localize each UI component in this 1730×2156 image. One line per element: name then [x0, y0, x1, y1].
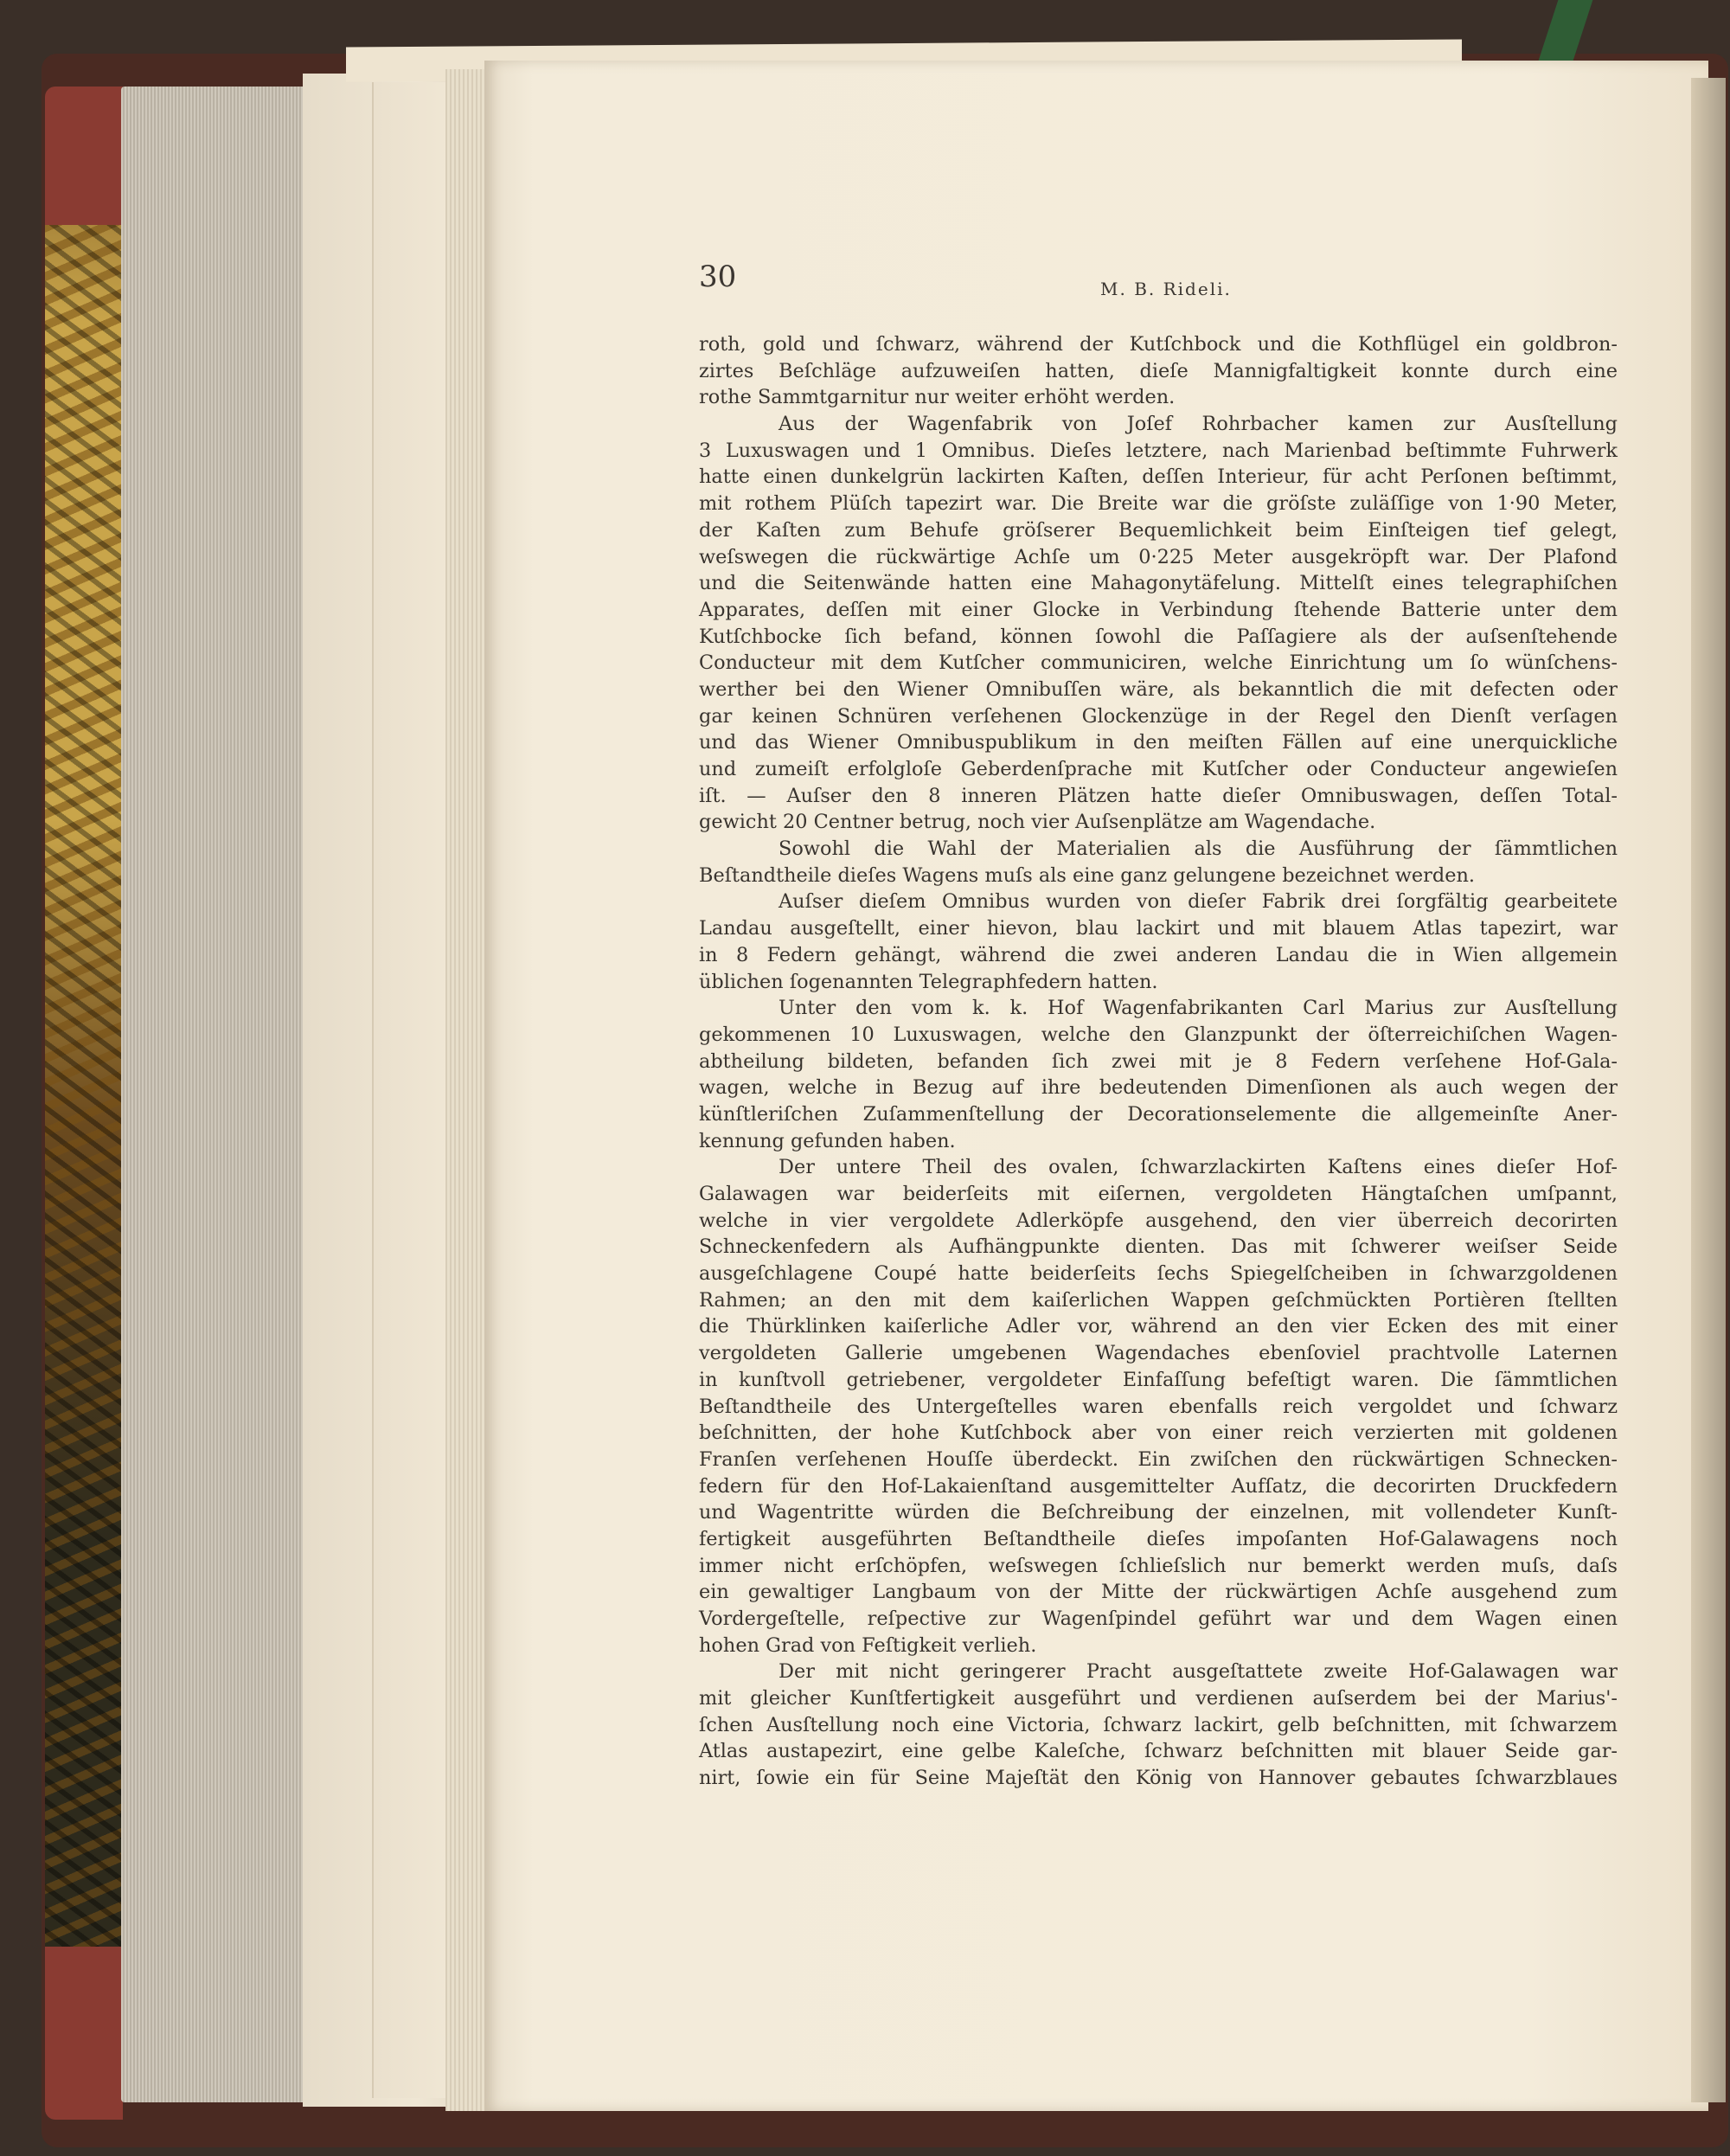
- text-line: und zumeiſt erfolgloſe Geberdenſprache mit Kutſcher oder Conducteur angewieſen: [699, 758, 1618, 780]
- text-line: immer nicht erſchöpfen, weſswegen ſchlieſslich nur bemerkt werden muſs, daſs: [699, 1554, 1618, 1577]
- bookmark-ribbon: [1539, 0, 1593, 61]
- text-line: künſtleriſchen Zuſammenſtellung der Decorationselemente die allgemeinſte Aner-: [699, 1102, 1618, 1126]
- text-line: Vordergeſtelle, reſpective zur Wagenſpindel geführt war und dem Wagen einen: [699, 1607, 1618, 1630]
- text-line: gar keinen Schnüren verſehenen Glockenzüge in der Regel den Dienſt verſagen: [699, 704, 1618, 728]
- text-line: gekommenen 10 Luxuswagen, welche den Glanzpunkt der öſterreichiſchen Wagen-: [699, 1023, 1618, 1046]
- text-line: Schneckenfedern als Aufhängpunkte dienten. Das mit ſchwerer weiſser Seide: [699, 1235, 1618, 1259]
- text-line: Der untere Theil des ovalen, ſchwarzlackirten Kaſtens eines dieſer Hof-: [778, 1156, 1618, 1179]
- text-line: Kutſchbocke ſich befand, können ſowohl die Paſſagiere als der auſsenſtehende: [699, 625, 1618, 648]
- text-line: fertigkeit ausgeführten Beſtandtheile dieſes impoſanten Hof-Galawagens noch: [699, 1527, 1618, 1550]
- text-line: rothe Sammtgarnitur nur weiter erhöht werden.: [699, 386, 1176, 409]
- text-line: Galawagen war beiderſeits mit eiſernen, vergoldeten Hängtaſchen umſpannt,: [699, 1183, 1618, 1205]
- text-line: Atlas austapezirt, eine gelbe Kaleſche, ſchwarz beſchnitten mit blauer Seide gar-: [699, 1740, 1618, 1763]
- text-line: die Thürklinken kaiſerliche Adler vor, während an den vier Ecken des mit einer: [699, 1315, 1618, 1338]
- text-line: mit rothem Plüſch tapezirt war. Die Breite war die gröſste zuläſſige von 1·90 Meter,: [699, 492, 1618, 516]
- body-text: [699, 331, 1618, 1792]
- text-line: 3 Luxuswagen und 1 Omnibus. Dieſes letztere, nach Marienbad beſtimmte Fuhrwerk: [699, 439, 1618, 462]
- text-line: iſt. — Auſser den 8 inneren Plätzen hatte dieſer Omnibuswagen, deſſen Total-: [699, 784, 1618, 807]
- text-line: beſchnitten, der hohe Kutſchbock aber von einer reich verzierten mit goldenen: [699, 1421, 1618, 1445]
- text-line: hohen Grad von Feſtigkeit verlieh.: [699, 1633, 1037, 1657]
- text-line: Rahmen; an den mit dem kaiſerlichen Wappen geſchmückten Portièren ſtellten: [699, 1288, 1618, 1312]
- text-line: Beſtandtheile dieſes Wagens muſs als eine ganz gelungene bezeichnet werden.: [699, 863, 1475, 887]
- text-line: der Kaſten zum Behufe gröſserer Bequemlichkeit beim Einſteigen tief gelegt,: [699, 518, 1618, 542]
- text-line: Aus der Wagenfabrik von Joſef Rohrbacher kamen zur Ausſtellung: [778, 413, 1618, 436]
- running-head: M. B. Rideli.: [1100, 279, 1232, 299]
- text-line: und die Seitenwände hatten eine Mahagonytäfelung. Mittelſt eines telegraphiſchen: [699, 572, 1618, 595]
- text-line: nirt, ſowie ein für Seine Majeſtät den König von Hannover gebautes ſchwarzblaues: [699, 1767, 1618, 1790]
- text-line: roth, gold und ſchwarz, während der Kutſchbock und die Kothflügel ein goldbron-: [699, 333, 1618, 356]
- text-line: Sowohl die Wahl der Materialien als die Ausführung der ſämmtlichen: [778, 837, 1618, 861]
- text-line: Franſen verſehenen Houſſe überdeckt. Ein zwiſchen den rückwärtigen Schnecken-: [699, 1447, 1618, 1471]
- text-line: welche in vier vergoldete Adlerköpfe ausgehend, den vier überreich decorirten: [699, 1209, 1618, 1232]
- text-line: kennung gefunden haben.: [699, 1129, 956, 1152]
- text-line: Der mit nicht geringerer Pracht ausgeſtattete zweite Hof-Galawagen war: [778, 1660, 1618, 1684]
- text-line: in kunſtvoll getriebener, vergoldeter Einfaſſung befeſtigt waren. Die ſämmtlichen: [699, 1368, 1618, 1391]
- text-line: Auſser dieſem Omnibus wurden von dieſer Fabrik drei ſorgfältig gearbeitete: [778, 890, 1618, 914]
- text-line: üblichen ſogenannten Telegraphfedern hatten.: [699, 970, 1158, 993]
- text-line: und das Wiener Omnibuspublikum in den meiſten Fällen auf eine unerquickliche: [699, 731, 1618, 754]
- text-line: ausgeſchlagene Coupé hatte beiderſeits ſechs Spiegelſcheiben in ſchwarzgoldenen: [699, 1262, 1618, 1286]
- binding-corner-top: [45, 87, 123, 242]
- text-line: vergoldeten Gallerie umgebenen Wagendaches ebenſoviel prachtvolle Laternen: [699, 1342, 1618, 1365]
- text-line: zirtes Beſchläge aufzuweiſen hatten, dieſe Mannigfaltigkeit konnte durch eine: [699, 359, 1618, 382]
- text-line: federn für den Hof-Lakaienſtand ausgemittelter Aufſatz, die decorirten Druckfedern: [699, 1474, 1618, 1498]
- text-line: Landau ausgeſtellt, einer hievon, blau lackirt und mit blauem Atlas tapezirt, war: [699, 917, 1618, 940]
- text-line: ſchen Ausſtellung noch eine Victoria, ſchwarz lackirt, gelb beſchnitten, mit ſchwarzem: [699, 1713, 1618, 1736]
- text-line: Unter den vom k. k. Hof Wagenfabrikanten Carl Marius zur Ausſtellung: [778, 997, 1618, 1020]
- text-line: gewicht 20 Centner betrug, noch vier Auſsenplätze am Wagendache.: [699, 811, 1376, 834]
- page-number: 30: [699, 260, 737, 294]
- page-edges: [121, 87, 311, 2102]
- text-line: Conducteur mit dem Kutſcher communiciren, welche Einrichtung um ſo wünſchens-: [699, 651, 1618, 675]
- text-line: und Wagentritte würden die Beſchreibung der einzelnen, mit vollendeter Kunſt-: [699, 1501, 1618, 1524]
- page-right-edge: [1691, 78, 1726, 2102]
- text-line: hatte einen dunkelgrün lackirten Kaſten, deſſen Interieur, für acht Perſonen beſtimmt,: [699, 465, 1618, 489]
- text-line: in 8 Federn gehängt, während die zwei anderen Landau die in Wien allgemein: [699, 943, 1618, 966]
- text-line: mit gleicher Kunſtfertigkeit ausgeführt und verdienen auſserdem bei der Marius'-: [699, 1687, 1618, 1710]
- text-line: Apparates, deſſen mit einer Glocke in Verbindung ſtehende Batterie unter dem: [699, 598, 1618, 621]
- text-line: werther bei den Wiener Omnibuſſen wäre, als bekanntlich die mit defecten oder: [699, 677, 1618, 701]
- binding-corner-bottom: [45, 1947, 123, 2120]
- text-line: weſswegen die rückwärtige Achſe um 0·225 Meter ausgekröpft war. Der Plafond: [699, 545, 1618, 568]
- text-line: ein gewaltiger Langbaum von der Mitte der rückwärtigen Achſe ausgehend zum: [699, 1581, 1618, 1604]
- text-line: Beſtandtheile des Untergeſtelles waren ebenfalls reich vergoldet und ſchwarz: [699, 1395, 1618, 1418]
- text-line: wagen, welche in Bezug auf ihre bedeutenden Dimenſionen als auch wegen der: [699, 1076, 1618, 1100]
- text-line: abtheilung bildeten, befanden ſich zwei mit je 8 Federn verſehene Hof-Gala-: [699, 1049, 1618, 1073]
